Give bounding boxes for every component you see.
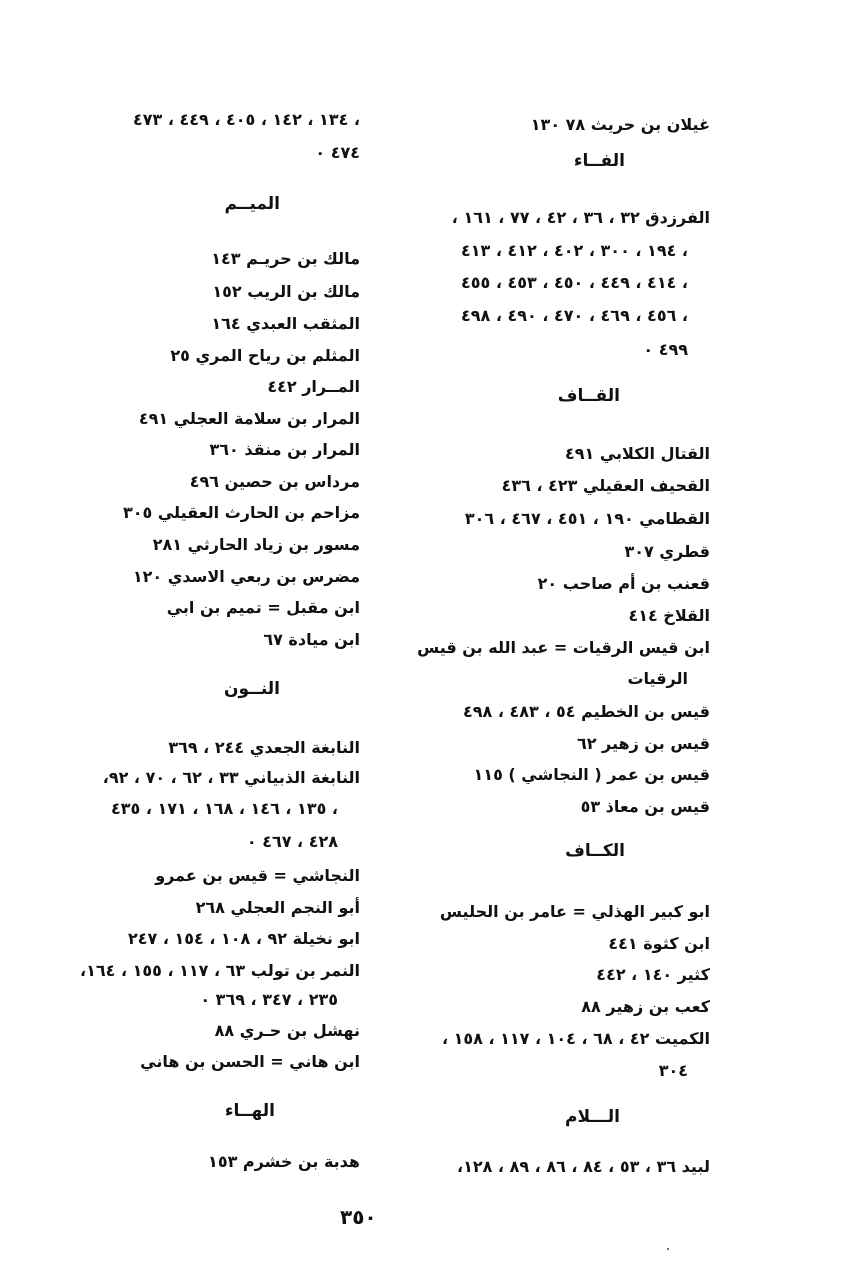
heading-qaf: القــاف (557, 386, 620, 406)
entry-ruqayyat-cont: الرقيات (627, 669, 688, 688)
heading-ha: الهــاء (224, 1101, 275, 1121)
entry-murrar: المــرار ٤٤٢ (267, 377, 360, 396)
entry-qutami: القطامي ١٩٠ ، ٤٥١ ، ٤٦٧ ، ٣٠٦ (464, 509, 710, 528)
entry-nabigha-cont-2: ٤٢٨ ، ٤٦٧ ٠ (246, 832, 338, 851)
entry-nabigha-jadi: النابغة الجعدي ٢٤٤ ، ٣٦٩ (168, 738, 360, 757)
entry-qays-umar: قيس بن عمر ( النجاشي ) ١١٥ (473, 765, 710, 784)
entry-labid: لبيد ٣٦ ، ٥٣ ، ٨٤ ، ٨٦ ، ٨٩ ، ١٢٨، (456, 1157, 710, 1176)
entry-malik-harim: مالك بن حريـم ١٤٣ (211, 249, 360, 268)
entry-prev-cont-2: ٤٧٤ ٠ (315, 143, 360, 162)
entry-qays-khatim: قيس بن الخطيم ٥٤ ، ٤٨٣ ، ٤٩٨ (463, 702, 710, 721)
entry-kab-zuhayr: كعب بن زهير ٨٨ (581, 997, 710, 1016)
entry-qalakh: القلاخ ٤١٤ (628, 606, 710, 625)
entry-nabigha-dhubyani: النابغة الذبياني ٣٣ ، ٦٢ ، ٧٠ ، ٩٢، (102, 768, 360, 787)
entry-mudarris: مضرس بن ربعي الاسدي ١٢٠ (132, 567, 360, 586)
entry-qanab: قعنب بن أم صاحب ٢٠ (537, 574, 710, 593)
entry-farazdaq: الفرزدق ٣٢ ، ٣٦ ، ٤٢ ، ٧٧ ، ١٦١ ، (451, 208, 710, 227)
entry-farazdaq-cont-2: ٤١٤ ، ٤٤٩ ، ٤٥٠ ، ٤٥٣ ، ٤٥٥ ، (460, 273, 688, 292)
heading-lam: الـــلام (564, 1107, 620, 1127)
entry-ghaylan: غيلان بن حريث ٧٨ ١٣٠ (530, 115, 710, 134)
entry-abu-kabir: ابو كبير الهذلي = عامر بن الحليس (439, 902, 710, 921)
entry-abu-najm: أبو النجم العجلي ٢٦٨ (195, 898, 360, 917)
heading-fa: الفــاء (573, 151, 625, 171)
entry-ibn-hani: ابن هاني = الحسن بن هاني (140, 1052, 360, 1071)
entry-ibn-muqbil: ابن مقبل = تميم بن ابي (166, 598, 360, 617)
entry-muzahim: مزاحم بن الحارث العقيلي ٣٠٥ (122, 503, 360, 522)
entry-qattal: القتال الكلابي ٤٩١ (564, 444, 710, 463)
entry-qays-muadh: قيس بن معاذ ٥٣ (580, 797, 710, 816)
entry-namir-tawlab: النمر بن تولب ٦٣ ، ١١٧ ، ١٥٥ ، ١٦٤، (80, 961, 360, 980)
entry-miswar: مسور بن زياد الحارثي ٢٨١ (152, 535, 360, 554)
heading-kaf: الكــاف (565, 841, 625, 861)
entry-kumayt: الكميت ٤٢ ، ٦٨ ، ١٠٤ ، ١١٧ ، ١٥٨ ، (441, 1029, 710, 1048)
entry-abu-nukhayla: ابو نخيلة ٩٢ ، ١٠٨ ، ١٥٤ ، ٢٤٧ (127, 929, 360, 948)
heading-mim: الميــم (224, 194, 280, 214)
entry-farazdaq-cont-4: ٤٩٩ ٠ (643, 340, 688, 359)
entry-muthallam: المثلم بن رياح المري ٢٥ (170, 346, 360, 365)
entry-murrar-munqidh: المرار بن منقذ ٣٦٠ (209, 440, 360, 459)
entry-kuthayyir: كثير ١٤٠ ، ٤٤٢ (596, 965, 710, 984)
entry-qatari: قطري ٣٠٧ (624, 542, 710, 561)
entry-farazdaq-cont-3: ٤٥٦ ، ٤٦٩ ، ٤٧٠ ، ٤٩٠ ، ٤٩٨ ، (460, 306, 688, 325)
entry-najashi: النجاشي = قيس بن عمرو (155, 866, 360, 885)
entry-malik-rayb: مالك بن الريب ١٥٢ (212, 282, 360, 301)
entry-qays-zuhayr: قيس بن زهير ٦٢ (576, 734, 710, 753)
entry-hudba: هدبة بن خشرم ١٥٣ (208, 1152, 360, 1171)
heading-nun: النــون (224, 679, 280, 699)
page-number: ٣٥٠ (340, 1205, 377, 1229)
entry-ibn-qays-ruqayyat: ابن قيس الرقيات = عبد الله بن قيس (417, 638, 710, 657)
scan-speck (667, 1248, 669, 1250)
entry-kumayt-cont: ٣٠٤ (658, 1061, 688, 1080)
entry-nahshal: نهشل بن حـري ٨٨ (214, 1021, 360, 1040)
entry-muthaqqib: المثقب العبدي ١٦٤ (211, 314, 360, 333)
entry-farazdaq-cont-1: ١٩٤ ، ٣٠٠ ، ٤٠٢ ، ٤١٢ ، ٤١٣ ، (460, 241, 688, 260)
entry-quhayf: القحيف العقيلي ٤٢٣ ، ٤٣٦ (501, 476, 710, 495)
entry-ibn-mayyada: ابن ميادة ٦٧ (263, 630, 360, 649)
entry-nabigha-cont-1: ١٣٥ ، ١٤٦ ، ١٦٨ ، ١٧١ ، ٤٣٥ ، (110, 799, 338, 818)
entry-namir-cont: ٢٣٥ ، ٣٤٧ ، ٣٦٩ ٠ (200, 990, 338, 1009)
entry-mirdas: مرداس بن حصين ٤٩٦ (189, 472, 360, 491)
entry-ibn-kathwa: ابن كثوة ٤٤١ (608, 934, 710, 953)
entry-murrar-salama: المرار بن سلامة العجلي ٤٩١ (138, 409, 360, 428)
entry-prev-cont-1: ١٣٤ ، ١٤٢ ، ٤٠٥ ، ٤٤٩ ، ٤٧٣ ، (132, 110, 360, 129)
